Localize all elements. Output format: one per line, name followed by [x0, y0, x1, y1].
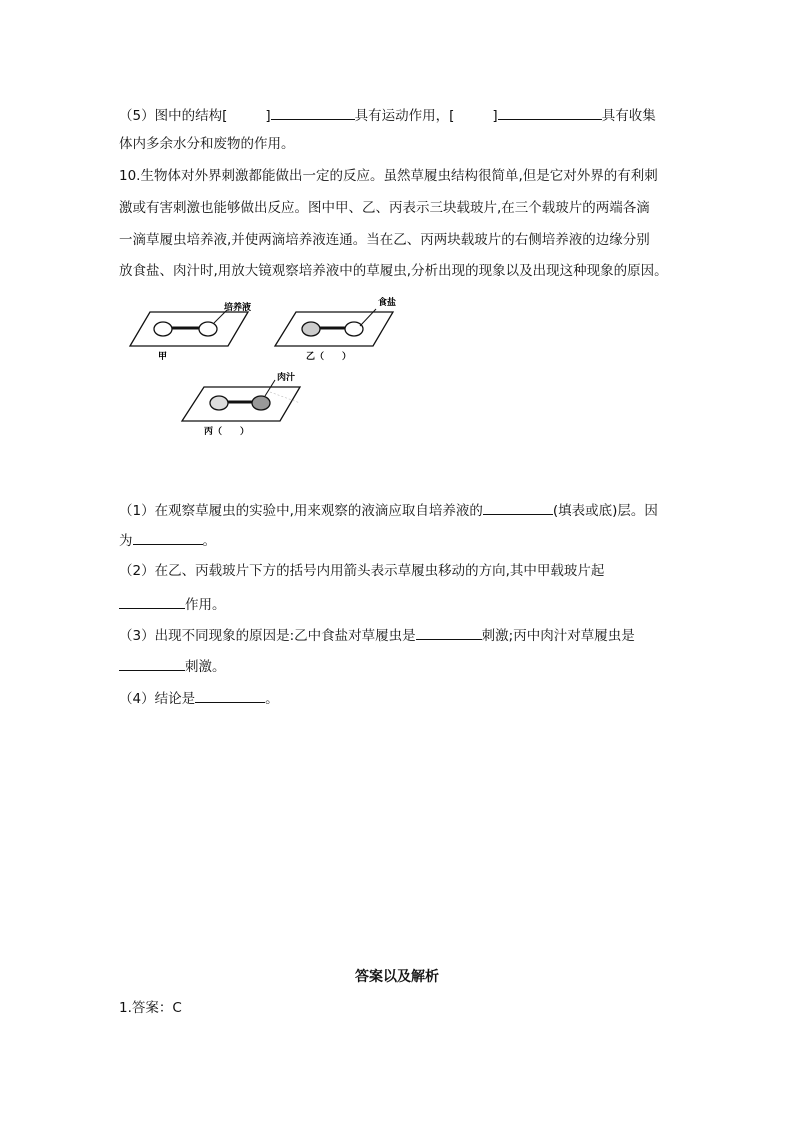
- answer-blank[interactable]: [195, 687, 265, 703]
- q10-part2-line1: （2）在乙、丙载玻片下方的括号内用箭头表示草履虫移动的方向,其中甲载玻片起: [119, 563, 605, 579]
- answers-heading: 答案以及解析: [355, 969, 439, 985]
- q10-stem-line: 放食盐、肉汁时,用放大镜观察培养液中的草履虫,分析出现的现象以及出现这种现象的原因。: [119, 263, 668, 279]
- q10-part1-line2: [119, 529, 216, 551]
- label-salt: 食盐: [378, 298, 397, 308]
- answer-blank[interactable]: [133, 529, 203, 545]
- q10-part1-line1: [119, 499, 658, 521]
- q10-stem-line: 一滴草履虫培养液,并使两滴培养液连通。当在乙、丙两块载玻片的右侧培养液的边缘分别: [119, 232, 650, 248]
- text: 。: [265, 691, 279, 707]
- text: 为: [119, 533, 133, 549]
- q10-stem-line: 10.生物体对外界刺激都能做出一定的反应。虽然草履虫结构很简单,但是它对外界的有利刺: [119, 168, 658, 184]
- text: 刺激。: [185, 659, 226, 675]
- slide-bing: [182, 371, 300, 437]
- text: （4）结论是: [119, 691, 196, 707]
- answer-blank[interactable]: [119, 655, 185, 671]
- text: 刺激;丙中肉汁对草履虫是: [481, 628, 635, 644]
- q10-part2-line2: [119, 593, 226, 615]
- text: （3）出现不同现象的原因是:乙中食盐对草履虫是: [119, 628, 416, 644]
- label-jia: 甲: [158, 352, 168, 362]
- q9-part5-line1: [119, 104, 656, 126]
- answer-blank[interactable]: [483, 499, 553, 515]
- text: 具有收集: [601, 108, 656, 124]
- text: ]: [492, 108, 498, 124]
- text: ]: [265, 108, 271, 124]
- label-culture: 培养液: [224, 303, 252, 313]
- slide-yi: [275, 296, 396, 362]
- answer-blank[interactable]: [119, 593, 185, 609]
- text: (填表或底)层。因: [552, 503, 658, 519]
- q10-part3-line2: [119, 655, 226, 677]
- text: 具有运动作用，[: [354, 108, 455, 124]
- answer-blank[interactable]: [271, 104, 355, 120]
- text: 。: [202, 533, 216, 549]
- label-juice: 肉汁: [277, 373, 296, 383]
- label-bing: 丙（ ）: [204, 427, 250, 437]
- slide-jia: [130, 301, 251, 362]
- slides-figure: [120, 292, 420, 442]
- q10-stem-line: 激或有害刺激也能够做出反应。图中甲、乙、丙表示三块载玻片,在三个载玻片的两端各滴: [119, 200, 650, 216]
- answer-blank[interactable]: [416, 624, 482, 640]
- q10-part3-line1: [119, 624, 635, 646]
- text: （5）图中的结构[: [119, 108, 228, 124]
- label-yi: 乙（ ）: [306, 352, 352, 362]
- answer-1: 1.答案：C: [119, 1000, 182, 1016]
- text: 作用。: [185, 597, 226, 613]
- text: （1）在观察草履虫的实验中,用来观察的液滴应取自培养液的: [119, 503, 483, 519]
- q10-part4: [119, 687, 279, 709]
- answer-blank[interactable]: [498, 104, 602, 120]
- q9-part5-line2: 体内多余水分和废物的作用。: [119, 136, 295, 152]
